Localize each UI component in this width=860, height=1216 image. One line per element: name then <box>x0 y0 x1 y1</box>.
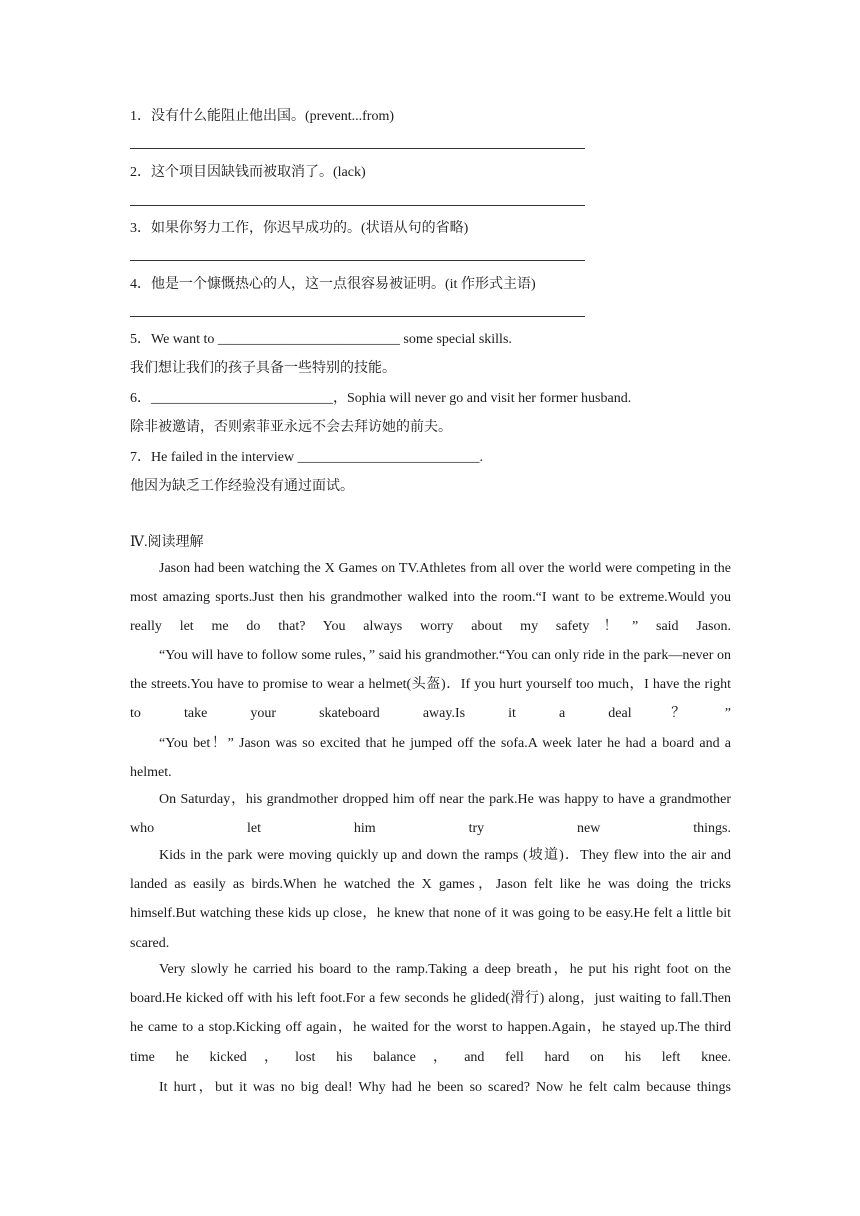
question-6-chinese: 除非被邀请，否则索菲亚永远不会去拜访她的前夫。 <box>130 420 452 435</box>
passage-paragraph-3: “You bet！” Jason was so excited that he jumped off the sofa.A week later he had a board and a helmet. <box>130 736 731 781</box>
answer-line-1 <box>130 148 585 149</box>
passage-paragraph-4: On Saturday，his grandmother dropped him off near the park.He was happy to have a grandmother who let him try new things. <box>130 792 731 837</box>
question-7: 7．He failed in the interview __________________________. <box>130 450 484 465</box>
passage-paragraph-6: Very slowly he carried his board to the ramp.Taking a deep breath，he put his right foot on the board.He kicked off with his left foot.For a few seconds he glided(滑行) along，just waiting to fall.Then he came to a stop.Kicking off again，he waited for the worst to happen.Again，he stayed up.The third time he kicked，lost his balance，and fell hard on his left knee. <box>130 962 731 1065</box>
passage-paragraph-7: It hurt，but it was no big deal! Why had he been so scared? Now he felt calm because things <box>159 1080 731 1095</box>
passage-paragraph-1: Jason had been watching the X Games on TV.Athletes from all over the world were competing in the most amazing sports.Just then his grandmother walked into the room.“I want to be extreme.Would you really let me do that? You always worry about my safety！” said Jason. <box>130 561 731 635</box>
question-1: 1．没有什么能阻止他出国。(prevent...from) <box>130 109 395 124</box>
section-title: Ⅳ.阅读理解 <box>130 535 204 550</box>
question-5: 5．We want to __________________________ some special skills. <box>130 332 512 347</box>
answer-line-3 <box>130 260 585 261</box>
passage-paragraph-5: Kids in the park were moving quickly up and down the ramps (坡道)．They flew into the air and landed as easily as birds.When he watched the X games，Jason felt like he was doing the tricks himself.But watching these kids up close，he knew that none of it was going to be easy.He felt a little bit scared. <box>130 848 731 951</box>
question-6: 6．__________________________，Sophia will never go and visit her former husband. <box>130 391 632 406</box>
answer-line-2 <box>130 205 585 206</box>
passage-paragraph-2: “You will have to follow some rules，” said his grandmother.“You can only ride in the park—never on the streets.You have to promise to wear a helmet(头盔)．If you hurt yourself too much，I have the right to take your skateboard away.Is it a deal？” <box>130 648 731 722</box>
question-5-chinese: 我们想让我们的孩子具备一些特别的技能。 <box>130 361 396 376</box>
question-4: 4．他是一个慷慨热心的人，这一点很容易被证明。(it 作形式主语) <box>130 277 536 292</box>
answer-line-4 <box>130 316 585 317</box>
question-3: 3．如果你努力工作，你迟早成功的。(状语从句的省略) <box>130 221 469 236</box>
question-7-chinese: 他因为缺乏工作经验没有通过面试。 <box>130 479 354 494</box>
question-2: 2．这个项目因缺钱而被取消了。(lack) <box>130 165 366 180</box>
